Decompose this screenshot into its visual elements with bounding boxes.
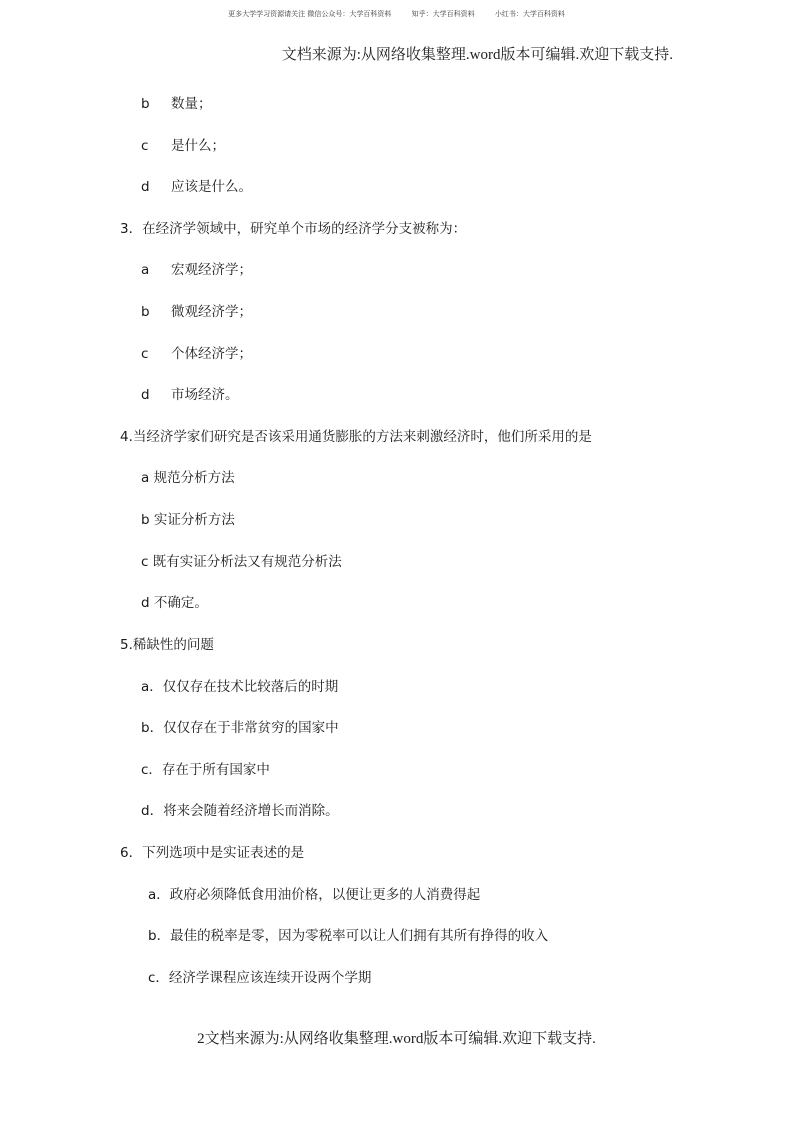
option-label: c	[141, 138, 149, 154]
banner-xiaohongshu: 小红书：大学百科资料	[494, 10, 565, 18]
q6-option-b: b．最佳的税率是零，因为零税率可以让人们拥有其所有挣得的收入	[148, 928, 549, 944]
option-text: 是什么；	[171, 138, 225, 154]
option-text: 微观经济学；	[171, 304, 252, 320]
option-text: 应该是什么。	[171, 179, 252, 195]
banner-zhihu: 知乎：大学百科资料	[411, 10, 475, 18]
q3-option-a	[141, 261, 252, 279]
option-label: d	[141, 179, 150, 195]
option-label: a	[141, 262, 150, 278]
q4-option-c: c 既有实证分析法又有规范分析法	[141, 554, 342, 570]
banner-wechat: 更多大学学习资源请关注 微信公众号：大学百科资料	[228, 10, 392, 18]
q5-option-d: d．将来会随着经济增长而消除。	[141, 803, 339, 819]
q3-stem: 3．在经济学领域中，研究单个市场的经济学分支被称为：	[120, 221, 467, 237]
q5-option-a: a．仅仅存在技术比较落后的时期	[141, 679, 339, 695]
q5-stem: 5.稀缺性的问题	[120, 637, 214, 653]
option-text: 个体经济学；	[171, 346, 252, 362]
top-banner	[0, 9, 793, 19]
q6-stem: 6．下列选项中是实证表述的是	[120, 845, 305, 861]
q6-option-c: c．经济学课程应该连续开设两个学期	[148, 970, 372, 986]
q4-option-a: a 规范分析方法	[141, 470, 235, 486]
q2-option-d	[141, 178, 252, 196]
option-text: 宏观经济学；	[171, 262, 252, 278]
option-text: 数量；	[171, 96, 212, 112]
option-text: 市场经济。	[171, 387, 239, 403]
footer-note: 2文档来源为:从网络收集整理.word版本可编辑.欢迎下载支持.	[197, 1031, 596, 1047]
header-note: 文档来源为:从网络收集整理.word版本可编辑.欢迎下载支持.	[281, 47, 673, 63]
option-label: d	[141, 387, 150, 403]
option-label: c	[141, 346, 149, 362]
q5-option-b: b．仅仅存在于非常贫穷的国家中	[141, 720, 339, 736]
q3-option-b	[141, 303, 252, 321]
q4-stem: 4.当经济学家们研究是否该采用通货膨胀的方法来刺激经济时，他们所采用的是	[120, 429, 592, 445]
option-label: b	[141, 96, 150, 112]
q4-option-d: d 不确定。	[141, 595, 208, 611]
q3-option-d	[141, 386, 239, 404]
q2-option-c	[141, 137, 225, 155]
option-label: b	[141, 304, 150, 320]
q6-option-a: a．政府必须降低食用油价格，以便让更多的人消费得起	[148, 887, 481, 903]
q2-option-b	[141, 95, 212, 113]
q4-option-b: b 实证分析方法	[141, 512, 235, 528]
q3-option-c	[141, 345, 252, 363]
q5-option-c: c．存在于所有国家中	[141, 762, 270, 778]
